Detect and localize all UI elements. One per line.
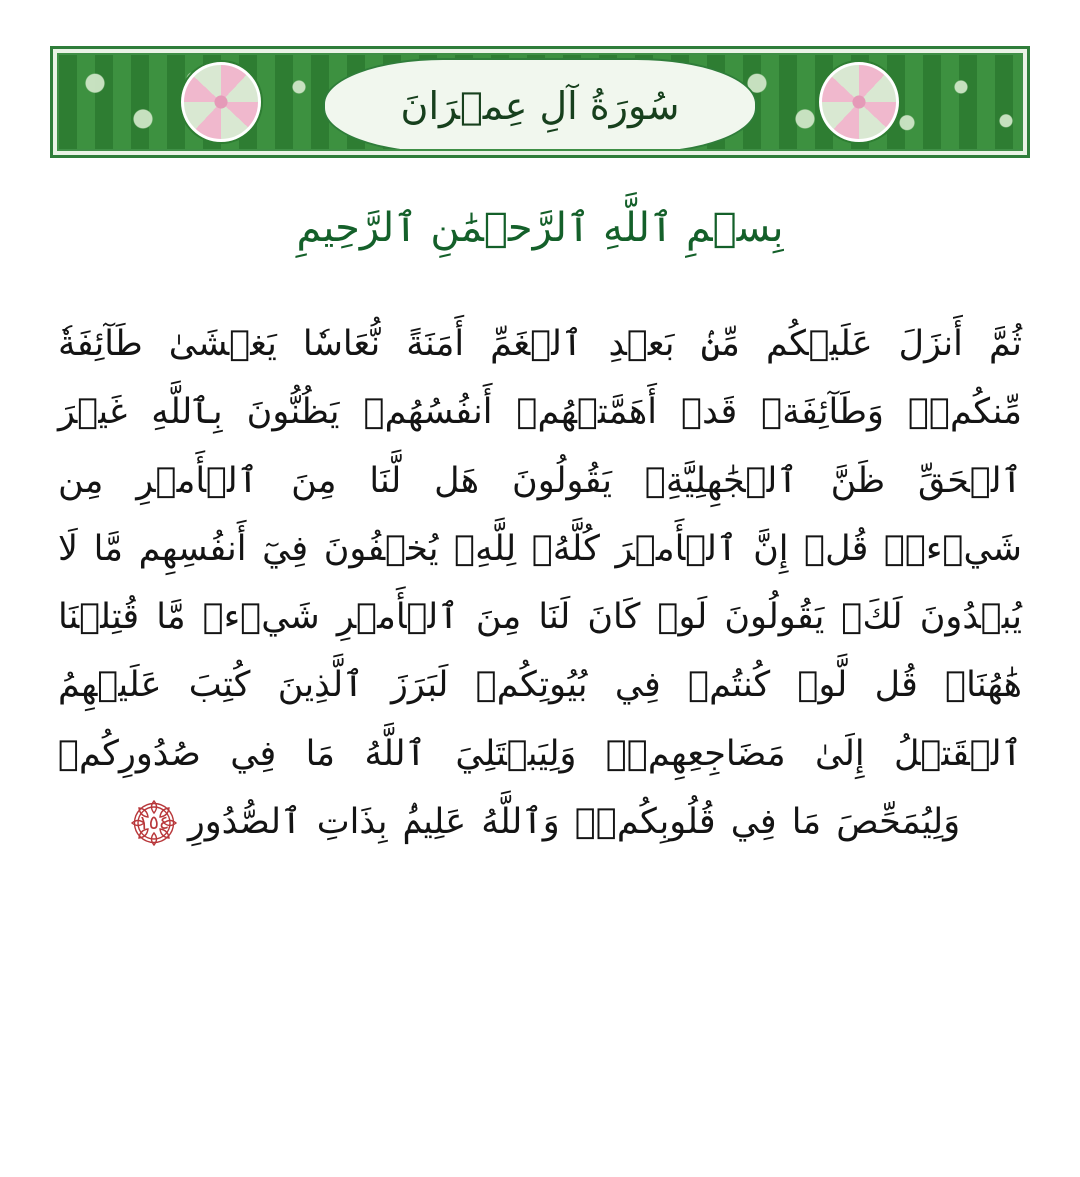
ayah-text: ثُمَّ أَنزَلَ عَلَيۡكُم مِّنۢ بَعۡدِ ٱلۡغَمِّ أَمَنَةً نُّعَاسٗا يَغۡشَىٰ طَآئِفَةٗ مِّنكُمۡۖ وَطَآئِفَةٞ قَدۡ أَهَمَّتۡهُمۡ أَنفُسُهُمۡ يَظُنُّونَ بِٱللَّهِ غَيۡرَ ٱلۡحَقِّ ظَنَّ ٱلۡجَٰهِلِيَّةِۖ يَقُولُونَ هَل لَّنَا مِنَ ٱلۡأَمۡرِ مِن شَيۡءٖۗ قُلۡ إِنَّ ٱلۡأَمۡرَ كُلَّهُۥ لِلَّهِۗ يُخۡفُونَ فِيٓ أَنفُسِهِم مَّا لَا يُبۡدُونَ لَكَۖ يَقُولُونَ لَوۡ كَانَ لَنَا مِنَ ٱلۡأَمۡرِ شَيۡءٞ مَّا قُتِلۡنَا هَٰهُنَاۗ قُل لَّوۡ كُنتُمۡ فِي بُيُوتِكُمۡ لَبَرَزَ ٱلَّذِينَ كُتِبَ عَلَيۡهِمُ ٱلۡقَتۡلُ إِلَىٰ مَضَاجِعِهِمۡۖ وَلِيَبۡتَلِيَ ٱللَّهُ مَا فِي صُدُورِكُمۡ وَلِيُمَحِّصَ مَا فِي قُلُوبِكُمۡۚ وَٱللَّهُ عَلِيمُۢ بِذَاتِ ٱلصُّدُورِ [58, 324, 1022, 842]
floral-rosette-icon [181, 62, 261, 142]
surah-banner-inner [57, 53, 1023, 151]
ayah-number-marker [126, 795, 182, 851]
surah-header-banner [50, 46, 1030, 158]
surah-title-cartouche [323, 58, 757, 151]
floral-rosette-icon [819, 62, 899, 142]
ayah-number-value: ١٥٤ [138, 812, 170, 835]
ayah-text-block [58, 310, 1022, 856]
surah-title: سُورَةُ آلِ عِمۡرَانَ [400, 84, 680, 128]
basmala-line: بِسۡمِ ٱللَّهِ ٱلرَّحۡمَٰنِ ٱلرَّحِيمِ [296, 205, 784, 251]
